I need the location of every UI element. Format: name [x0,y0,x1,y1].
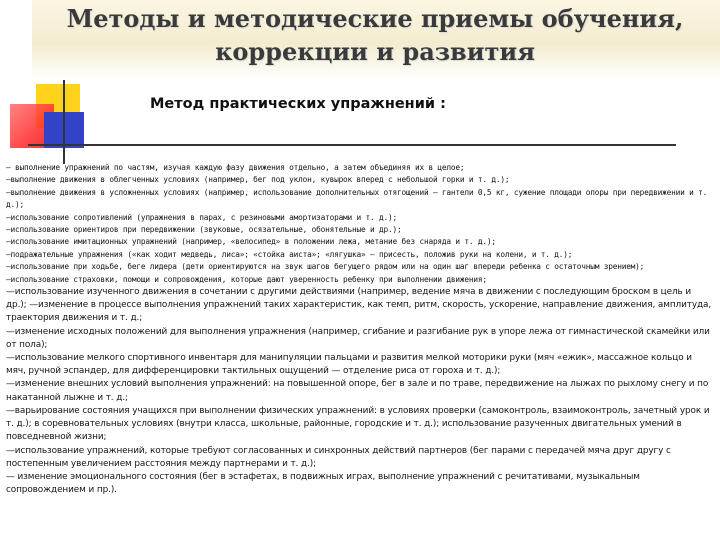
decor-horizontal-line [28,144,676,146]
page-title [40,2,710,68]
list-item: — изменение эмоционального состояния (бег в эстафетах, в подвижных играх, выполнение упражнений с речитативами, музыкальным сопровождением и пр.). [6,471,640,496]
list-item: —изменение исходных положений для выполнения упражнения (например, сгибание и разгибание рук в упоре лежа от гимнастической скамейки или от пола); [6,326,710,350]
list-item: — выполнение упражнений по частям, изучая каждую фазу движения отдельно, а затем объединяя их в целое; [6,163,465,172]
page-title-line-2: коррекции и развития [215,37,535,66]
list-item: —использование при ходьбе, беге лидера (дети ориентируются на звук шагов бегущего рядом или на один шаг впереди ребенка с остаточным зрением); [6,262,645,272]
section-subtitle: Метод практических упражнений : [150,96,446,112]
list-item: —выполнение движения в облегченных условиях (например, бег под уклон, кувырок вперед с небольшой горки и т. д.); [6,175,510,185]
list-item: —использование имитационных упражнений (например, «велосипед» в положении лежа, метание без снаряда и т. д.); [6,237,496,247]
list-item: —использование ориентиров при передвижении (звуковые, осязательные, обонятельные и др.); [6,225,402,235]
list-item: —выполнение движения в усложненных условиях (например, использование дополнительных отягощений — гантели 0,5 кг, сужение площади опоры при передвижении и т. д.); [6,187,708,210]
list-item: —варьирование состояния учащихся при выполнении физических упражнений: в условиях проверки (самоконтроль, взаимоконтроль, зачетный урок и т. д.); в соревновательных условиях (внутри класса, школьные, районные, городские и т. д.); использование разученных двигательных умений в повседневной жизни; [6,405,710,443]
decor-vertical-line [63,80,65,164]
list-item: —использование мелкого спортивного инвентаря для манипуляции пальцами и развития мелкой моторики руки (мяч «ежик», массажное кольцо и мяч, ручной эспандер, для дифференцировки тактильных ощущений — отделение риса от гороха и т. д.); [6,353,692,377]
list-item: —изменение внешних условий выполнения упражнений: на повышенной опоре, бег в зале и по траве, передвижение на лыжах по рыхлому снегу и по накатанной лыжне и т. д.; [6,379,709,403]
list-item: —использование упражнений, которые требуют согласованных и синхронных действий партнеров (бег парами с передачей мяча друг другу с постепенным увеличением расстояния между партнерами и т. д.); [6,445,671,469]
list-item: —использование сопротивлений (упражнения в парах, с резиновыми амортизаторами и т. д.); [6,212,397,222]
list-item: —использование изученного движения в сочетании с другими действиями (например, ведение мяча в движении с последующим броском в цель и др.); —изменение в процессе выполнения упражнений таких характеристик, как темп, ритм, скорость, ускорение, направление движения, амплитуда, траектория движения и т. д.; [6,287,712,324]
page-title-line-1: Методы и методические приемы обучения, [66,4,684,33]
list-item: —использование страховки, помощи и сопровождения, которые дают уверенность ребенку при выполнении движения; [6,274,487,284]
list-item: —подражательные упражнения («как ходит медведь, лиса»; «стойка аиста»; «лягушка» — присесть, положив руки на колени, и т. д.); [6,249,573,259]
method-list [6,162,714,497]
